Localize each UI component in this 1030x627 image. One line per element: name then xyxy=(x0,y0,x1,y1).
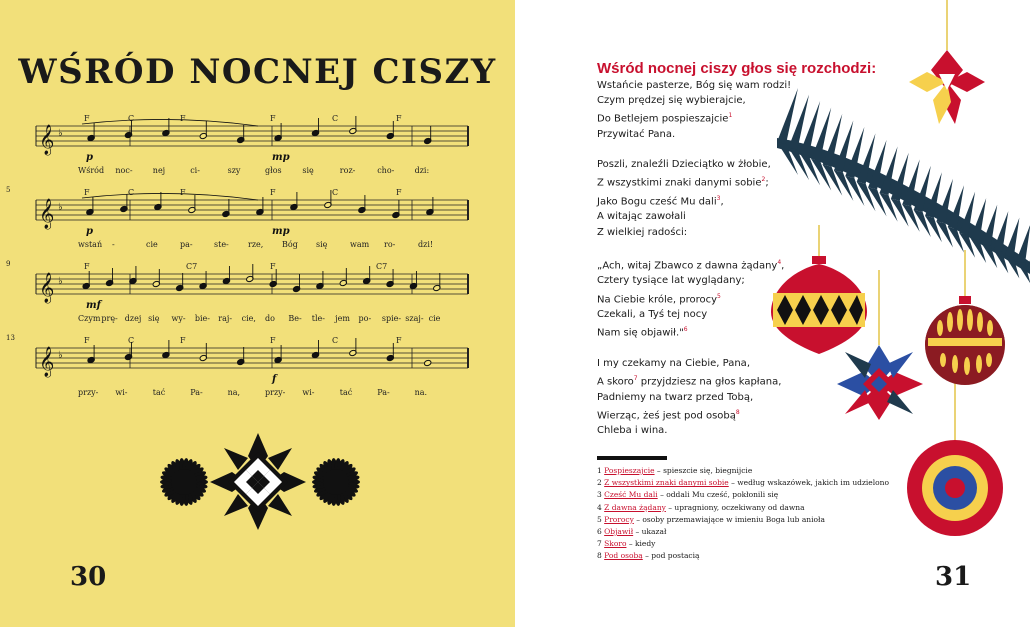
chord-symbol: F xyxy=(270,114,276,123)
poem-line: Wierząc, żeś jest pod osobą$^8$ xyxy=(597,408,740,422)
chord-symbol: C xyxy=(332,336,339,345)
right-page-number: 31 xyxy=(935,562,972,592)
poem-line: A skoro$^7$ przyjdziesz na głos kapłana, xyxy=(597,375,782,388)
dynamic-marking: mp xyxy=(272,226,290,237)
footnote-ref: 7 xyxy=(633,375,638,383)
lyric-syllable: - xyxy=(112,240,115,249)
lyric-syllable: Wśród xyxy=(78,166,105,175)
poem-line: Czym prędzej się wybierajcie, xyxy=(597,95,746,107)
lyric-syllable: dzej xyxy=(124,314,142,323)
star-ornament-blue-icon xyxy=(837,345,923,420)
chord-symbol: F xyxy=(270,188,276,197)
lyric-syllable: cie xyxy=(146,240,158,249)
footnote-ref: 2 xyxy=(761,176,766,184)
poem-line: Poszli, znaleźli Dzieciątko w żłobie, xyxy=(597,159,771,171)
footnote-item: 4 Z dawna żądany – upragniony, oczekiwany od dawna xyxy=(597,502,805,512)
chord-symbol: C xyxy=(128,336,135,345)
poem-title: Wśród nocnej ciszy głos się rozchodzi: xyxy=(597,60,877,77)
poem-line: Z wielkiej radości: xyxy=(597,226,688,238)
poem-line: Na Ciebie króle, prorocy$^5$ xyxy=(597,292,721,305)
key-flat-icon: ♭ xyxy=(58,276,63,287)
bauble-round-icon xyxy=(925,296,1005,385)
footnote-ref: 5 xyxy=(717,292,721,300)
lyric-syllable: noc- xyxy=(115,166,133,175)
lyric-syllable: ci- xyxy=(190,166,200,175)
treble-clef-icon: 𝄞 xyxy=(39,273,55,303)
lyric-syllable: prę- xyxy=(101,314,118,323)
treble-clef-icon: 𝄞 xyxy=(39,125,55,155)
lyric-syllable: Pa- xyxy=(377,388,390,397)
dynamic-marking: p xyxy=(86,226,93,237)
chord-symbol: F xyxy=(84,114,90,123)
poem-line: Cztery tysiące lat wyglądany; xyxy=(597,275,745,287)
chord-symbol: F xyxy=(180,188,186,197)
footnote-term: Z dawna żądany xyxy=(604,502,666,512)
lyric-syllable: wi- xyxy=(302,388,315,397)
lyric-syllable: przy- xyxy=(78,388,99,397)
footnote-item: 7 Skoro – kiedy xyxy=(597,539,656,549)
footnote-term: Skoro xyxy=(604,539,627,549)
key-flat-icon: ♭ xyxy=(58,128,63,139)
footnote-term: Z wszystkimi znaki danymi sobie xyxy=(604,478,729,488)
footnote-term: Cześć Mu dali xyxy=(604,490,658,500)
lyric-syllable: do xyxy=(265,314,275,323)
footnote-item: 5 Prorocy – osoby przemawiające w imieniu Boga lub anioła xyxy=(597,514,825,524)
star-ornament-top-icon xyxy=(909,50,985,124)
measure-number: 5 xyxy=(6,186,11,194)
poem-line: I my czekamy na Ciebie, Pana, xyxy=(597,357,750,369)
poem-line: Chleba i wina. xyxy=(597,425,668,437)
lyric-syllable: Czym xyxy=(78,314,101,323)
lyric-syllable: cie, xyxy=(241,314,256,323)
footnote-item: 6 Objawił – ukazał xyxy=(597,527,667,537)
lyric-syllable: głos xyxy=(265,166,282,175)
chord-symbol: F xyxy=(180,114,186,123)
lyric-syllable: roz- xyxy=(339,166,356,175)
poem-line: Czekali, a Tyś tej nocy xyxy=(597,309,708,321)
lyric-syllable: jem xyxy=(335,314,350,323)
dynamic-marking: f xyxy=(272,374,277,385)
christmas-decoration xyxy=(515,0,1030,627)
lyric-syllable: się xyxy=(148,314,160,323)
footnote-ref: 1 xyxy=(728,112,733,120)
lyric-syllable: bie- xyxy=(194,314,210,323)
lyric-syllable: tać xyxy=(152,388,166,397)
key-flat-icon: ♭ xyxy=(58,350,63,361)
lyric-syllable: ro- xyxy=(384,240,396,249)
footnote-item: 1 Pospieszajcie – spieszcie się, biegnijcie xyxy=(597,466,753,475)
footnote-term: Pospieszajcie xyxy=(604,466,655,475)
poem-line: Jako Bogu cześć Mu dali$^3$, xyxy=(597,194,724,208)
lyric-syllable: wy- xyxy=(171,314,186,323)
chord-symbol: F xyxy=(396,336,402,345)
dynamic-marking: mp xyxy=(272,152,290,163)
footnote-item: 2 Z wszystkimi znaki danymi sobie – według wskazówek, jakich im udzielono xyxy=(597,478,890,488)
lyric-syllable: cho- xyxy=(377,166,395,175)
chord-symbol: F xyxy=(84,188,90,197)
footnote-ref: 4 xyxy=(777,258,782,266)
dynamic-marking: p xyxy=(86,152,93,163)
chord-symbol: F xyxy=(84,262,90,271)
footnote-term: Objawił xyxy=(604,527,634,537)
poem-line: Przywitać Pana. xyxy=(597,128,676,140)
lyric-syllable: pa- xyxy=(180,240,193,249)
footnote-ref: 6 xyxy=(683,326,688,334)
lyric-syllable: spie- xyxy=(381,314,402,323)
lyric-syllable: dzi: xyxy=(414,166,430,175)
chord-symbol: C7 xyxy=(186,262,198,271)
footnote-term: Prorocy xyxy=(604,514,634,524)
bauble-diamond-icon xyxy=(771,256,867,354)
poem-line: Z wszystkimi znaki danymi sobie$^2$; xyxy=(597,176,769,189)
left-page-number: 30 xyxy=(70,562,107,592)
lyric-syllable: raj- xyxy=(218,314,233,323)
chord-symbol: F xyxy=(396,188,402,197)
chord-symbol: F xyxy=(270,336,276,345)
footnote-term: Pod osobą xyxy=(604,551,643,561)
lyric-syllable: szaj- xyxy=(405,314,424,323)
lyric-syllable: na, xyxy=(227,388,241,397)
footnote-ref: 3 xyxy=(716,194,721,202)
lyric-syllable: Be- xyxy=(288,314,302,323)
lyric-syllable: rze, xyxy=(248,240,264,249)
key-flat-icon: ♭ xyxy=(58,202,63,213)
chord-symbol: F xyxy=(84,336,90,345)
lyric-syllable: na. xyxy=(414,388,428,397)
treble-clef-icon: 𝄞 xyxy=(39,199,55,229)
chord-symbol: C7 xyxy=(376,262,388,271)
lyric-syllable: wstań xyxy=(78,240,103,249)
footnote-ref: 8 xyxy=(735,408,740,416)
footnote-item: 8 Pod osobą – pod postacią xyxy=(597,551,700,561)
lyric-syllable: cie xyxy=(428,314,441,323)
poem-line: Padniemy na twarz przed Tobą, xyxy=(597,391,754,403)
treble-clef-icon: 𝄞 xyxy=(39,347,55,377)
poem-line: Do Betlejem pospieszajcie$^1$ xyxy=(597,112,733,125)
lyric-syllable: po- xyxy=(358,314,372,323)
chord-symbol: F xyxy=(396,114,402,123)
lyric-syllable: tle- xyxy=(311,314,325,323)
lyric-syllable: ste- xyxy=(214,240,229,249)
poem-line: A witając zawołali xyxy=(597,211,686,223)
left-rosette-icon xyxy=(160,458,208,506)
chord-symbol: F xyxy=(270,262,276,271)
chord-symbol: C xyxy=(332,114,339,123)
dynamic-marking: mf xyxy=(86,300,101,311)
measure-number: 13 xyxy=(6,334,15,342)
bauble-concentric-icon xyxy=(907,440,1003,536)
lyric-syllable: przy- xyxy=(265,388,286,397)
measure-number: 9 xyxy=(6,260,11,268)
lyric-syllable: się xyxy=(302,166,314,175)
chord-symbol: C xyxy=(128,188,135,197)
lyric-syllable: Bóg xyxy=(282,240,298,249)
lyric-syllable: wi- xyxy=(115,388,128,397)
lyric-syllable: nej xyxy=(152,166,166,175)
folk-star-icon xyxy=(210,433,306,530)
chord-symbol: C xyxy=(332,188,339,197)
chord-symbol: C xyxy=(128,114,135,123)
lyric-syllable: dzi! xyxy=(418,240,434,249)
lyric-syllable: się xyxy=(316,240,328,249)
footnote-item: 3 Cześć Mu dali – oddali Mu cześć, pokłonili się xyxy=(597,490,779,500)
poem-line: Wstańcie pasterze, Bóg się wam rodzi! xyxy=(597,80,792,91)
song-title: WŚRÓD NOCNEJ CISZY xyxy=(18,52,497,92)
poem-line: Nam się objawił."$^6$ xyxy=(597,326,688,339)
right-page xyxy=(515,0,1030,627)
chord-symbol: F xyxy=(180,336,186,345)
lyric-syllable: tać xyxy=(339,388,353,397)
lyric-syllable: szy xyxy=(227,166,241,175)
lyric-syllable: wam xyxy=(350,240,370,249)
right-rosette-icon xyxy=(312,458,360,506)
poem-line: „Ach, witaj Zbawco z dawna żądany$^4$, xyxy=(597,258,785,272)
lyric-syllable: Pa- xyxy=(190,388,203,397)
